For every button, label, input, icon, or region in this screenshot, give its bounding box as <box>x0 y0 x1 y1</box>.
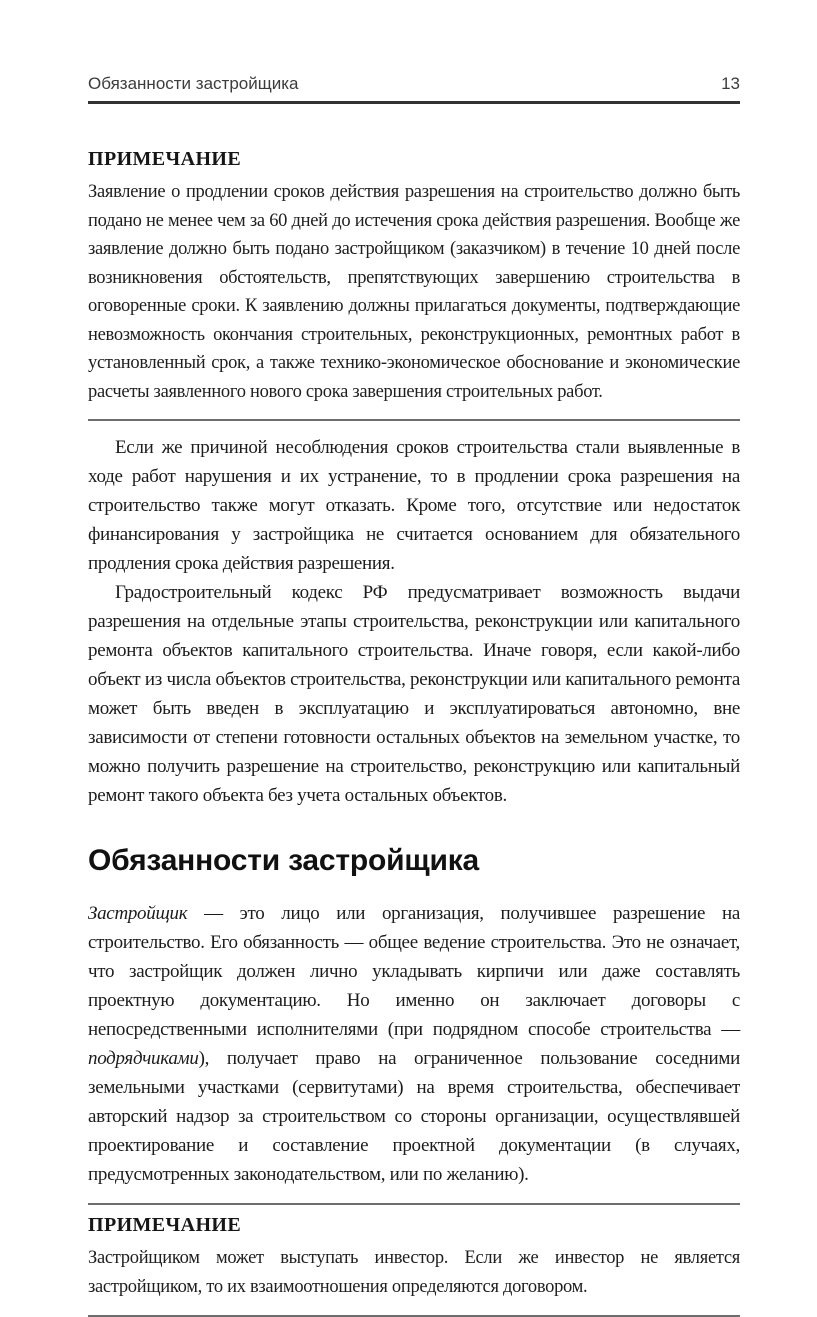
note-label-bottom: ПРИМЕЧАНИЕ <box>88 1214 242 1236</box>
body-paragraph-1: Если же причиной несоблюдения сроков строительства стали выявленные в ходе работ нарушения и их устранение, то в продлении срока разрешения на строительство также могут отказать. Кроме того, отсутствие или недостаток финансирования у застройщика не считается основанием для обязательного продления срока действия разрешения. <box>88 437 740 574</box>
note-block-top <box>88 148 740 421</box>
body-paragraph-2: Градостроительный кодекс РФ предусматривает возможность выдачи разрешения на отдельные этапы строительства, реконструкции или капитального ремонта объектов капитального строительства. Иначе говоря, если какой-либо объект из числа объектов строительства, реконструкции или капитального ремонта может быть введен в эксплуатацию и эксплуатироваться автономно, вне зависимости от степени готовности остальных объектов на земельном участке, то можно получить разрешение на строительство, реконструкцию или капитальный ремонт такого объекта без учета остальных объектов. <box>88 582 740 806</box>
note-label-top: ПРИМЕЧАНИЕ <box>88 148 242 170</box>
section-title: Обязанности застройщика <box>88 844 480 877</box>
section-paragraph-text-b: ), получает право на ограниченное пользование соседними земельными участками (сервитутами) на время строительства, обеспечивает авторский надзор за строительством со стороны организации, осуществлявшей проектирование и составление проектной документации (в случаях, предусмотренных законодательством, или по желанию). <box>88 1048 740 1185</box>
section-paragraph <box>88 899 740 1189</box>
section-paragraph-text-a: — это лицо или организация, получившее разрешение на строительство. Его обязанность — общее ведение строительства. Это не означает, что застройщик должен лично укладывать кирпичи или даже составлять проектную документацию. Но именно он заключает договоры с непосредственными исполнителями (при подрядном способе строительства — <box>88 903 740 1040</box>
term-podryadchiki-italic: подрядчиками <box>88 1048 199 1069</box>
page-number: 13 <box>721 74 740 93</box>
running-head <box>88 0 740 104</box>
running-head-title: Обязанности застройщика <box>88 74 299 93</box>
page-content-column <box>88 0 740 1297</box>
term-zastroyshchik-italic: Застройщик <box>88 903 188 924</box>
note-text-bottom: Застройщиком может выступать инвестор. Если же инвестор не является застройщиком, то их взаимоотношения определяются договором. <box>88 1248 740 1297</box>
note-block-bottom <box>88 1203 740 1317</box>
note-text-top: Заявление о продлении сроков действия разрешения на строительство должно быть подано не менее чем за 60 дней до истечения срока действия разрешения. Вообще же заявление должно быть подано застройщиком (заказчиком) в течение 10 дней после возникновения обстоятельств, препятствующих завершению строительства в оговоренные сроки. К заявлению должны прилагаться документы, подтверждающие невозможность окончания строительных, реконструкционных, ремонтных работ в установленный срок, а также технико-экономическое обоснование и экономические расчеты заявленного нового срока завершения строительных работ. <box>88 182 740 402</box>
